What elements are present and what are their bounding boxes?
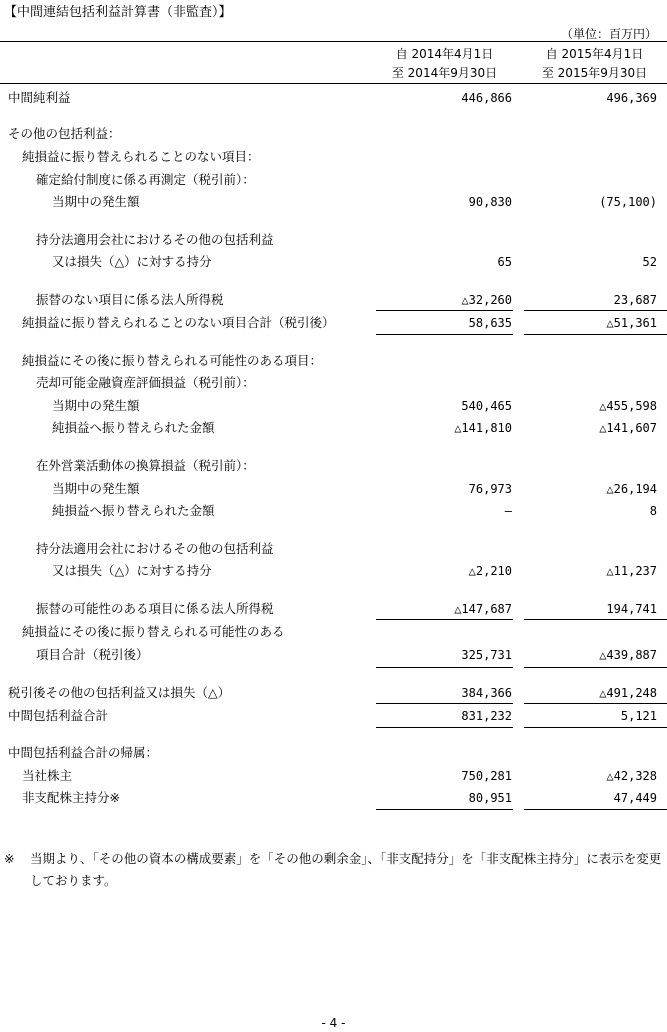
row-label: 売却可能金融資産評価損益（税引前）： (36, 375, 255, 390)
row-label: 持分法適用会社におけるその他の包括利益 (36, 541, 274, 556)
value-2014: △147,687 (454, 602, 512, 616)
table-row (0, 479, 667, 499)
value-2015: 8 (649, 504, 657, 518)
value-2014: 76,973 (468, 482, 512, 496)
total-rule-2014 (376, 809, 513, 810)
footnote-mark: ※ (4, 851, 15, 866)
row-label: 中間純利益 (8, 90, 71, 105)
table-row (0, 418, 667, 438)
table-row (0, 373, 667, 393)
row-label: 又は損失（△）に対する持分 (52, 563, 212, 578)
row-label: 中間包括利益合計の帰属： (8, 745, 159, 760)
table-row (0, 743, 667, 763)
value-2015: (75,100) (599, 195, 657, 209)
value-2014: ― (504, 504, 512, 518)
row-label: 振替の可能性のある項目に係る法人所得税 (36, 601, 274, 616)
table-row (0, 396, 667, 416)
table-row (0, 788, 667, 808)
total-rule-2014 (376, 667, 513, 668)
table-row (0, 88, 667, 108)
header-bottom-rule (0, 83, 667, 84)
total-rule-2014 (376, 334, 513, 335)
value-2014: 58,635 (468, 316, 512, 330)
total-rule-2014 (376, 727, 513, 728)
table-row (0, 706, 667, 726)
value-2015: △26,194 (606, 482, 657, 496)
footnote-text: 当期より、「その他の資本の構成要素」を「その他の剰余金」、「非支配持分」を「非支配株主持分」に表示を変更しております。 (30, 851, 662, 888)
subtotal-rule-2015 (524, 619, 667, 620)
value-2014: 540,465 (461, 399, 512, 413)
value-2014: 831,232 (461, 709, 512, 723)
row-label: 純損益に振り替えられることのない項目合計（税引後） (22, 315, 335, 330)
value-2014: 325,731 (461, 648, 512, 662)
table-row (0, 313, 667, 333)
total-rule-2015 (524, 667, 667, 668)
row-label: 税引後その他の包括利益又は損失（△） (8, 685, 231, 700)
table-row (0, 170, 667, 190)
subtotal-rule-2014 (376, 703, 513, 704)
subtotal-rule-2014 (376, 310, 513, 311)
subtotal-rule-2015 (524, 310, 667, 311)
header-top-rule (0, 41, 667, 42)
value-2015: △51,361 (606, 316, 657, 330)
table-row (0, 192, 667, 212)
table-row (0, 501, 667, 521)
table-row (0, 456, 667, 476)
table-row (0, 351, 667, 371)
value-2014: △32,260 (461, 293, 512, 307)
row-label: 当期中の発生額 (52, 481, 140, 496)
subtotal-rule-2015 (524, 703, 667, 704)
value-2014: 384,366 (461, 686, 512, 700)
row-label: 在外営業活動体の換算損益（税引前）： (36, 458, 255, 473)
total-rule-2015 (524, 809, 667, 810)
row-label: 持分法適用会社におけるその他の包括利益 (36, 232, 274, 247)
row-label: 項目合計（税引後） (36, 647, 149, 662)
table-row (0, 252, 667, 272)
value-2015: △141,607 (599, 421, 657, 435)
value-2014: 80,951 (468, 791, 512, 805)
table-row (0, 683, 667, 703)
value-2014: 90,830 (468, 195, 512, 209)
subtotal-rule-2014 (376, 619, 513, 620)
row-label: その他の包括利益： (8, 126, 121, 141)
table-row (0, 622, 667, 642)
row-label: 当期中の発生額 (52, 194, 140, 209)
row-label: 中間包括利益合計 (8, 708, 109, 723)
row-label: 当社株主 (22, 768, 73, 783)
row-label: 純損益へ振り替えられた金額 (52, 420, 215, 435)
table-row (0, 147, 667, 167)
table-row (0, 290, 667, 310)
table-row (0, 766, 667, 786)
value-2015: 52 (642, 255, 657, 269)
row-label: 振替のない項目に係る法人所得税 (36, 292, 224, 307)
row-label: 非支配株主持分※ (22, 790, 120, 805)
value-2014: 750,281 (461, 769, 512, 783)
table-row (0, 561, 667, 581)
row-label: 又は損失（△）に対する持分 (52, 254, 212, 269)
table-row (0, 124, 667, 144)
value-2015: △455,598 (599, 399, 657, 413)
row-label: 純損益にその後に振り替えられる可能性のある (22, 624, 285, 639)
value-2014: △2,210 (468, 564, 512, 578)
total-rule-2015 (524, 727, 667, 728)
table-row (0, 539, 667, 559)
table-row (0, 230, 667, 250)
row-label: 純損益に振り替えられることのない項目： (22, 149, 260, 164)
unit-label: （単位：百万円） (560, 27, 657, 41)
value-2015: 496,369 (606, 91, 657, 105)
value-2015: △11,237 (606, 564, 657, 578)
column-header-2015-to: 至 2015年9月30日 (541, 66, 648, 80)
table-row (0, 645, 667, 665)
table-row (0, 599, 667, 619)
row-label: 確定給付制度に係る再測定（税引前）： (36, 172, 255, 187)
value-2014: △141,810 (454, 421, 512, 435)
total-rule-2015 (524, 334, 667, 335)
value-2015: 23,687 (613, 293, 657, 307)
column-header-2014-from: 自 2014年4月1日 (395, 47, 494, 61)
value-2015: △439,887 (599, 648, 657, 662)
value-2015: △42,328 (606, 769, 657, 783)
row-label: 純損益にその後に振り替えられる可能性のある項目： (22, 353, 323, 368)
column-header-2015-from: 自 2015年4月1日 (545, 47, 644, 61)
value-2015: 47,449 (613, 791, 657, 805)
column-header-2014-to: 至 2014年9月30日 (391, 66, 498, 80)
page-title: 【中間連結包括利益計算書（非監査）】 (4, 5, 232, 20)
value-2015: 194,741 (606, 602, 657, 616)
row-label: 当期中の発生額 (52, 398, 140, 413)
page-number: - 4 - (321, 1016, 346, 1030)
value-2015: 5,121 (620, 709, 657, 723)
value-2015: △491,248 (599, 686, 657, 700)
value-2014: 65 (497, 255, 512, 269)
value-2014: 446,866 (461, 91, 512, 105)
row-label: 純損益へ振り替えられた金額 (52, 503, 215, 518)
